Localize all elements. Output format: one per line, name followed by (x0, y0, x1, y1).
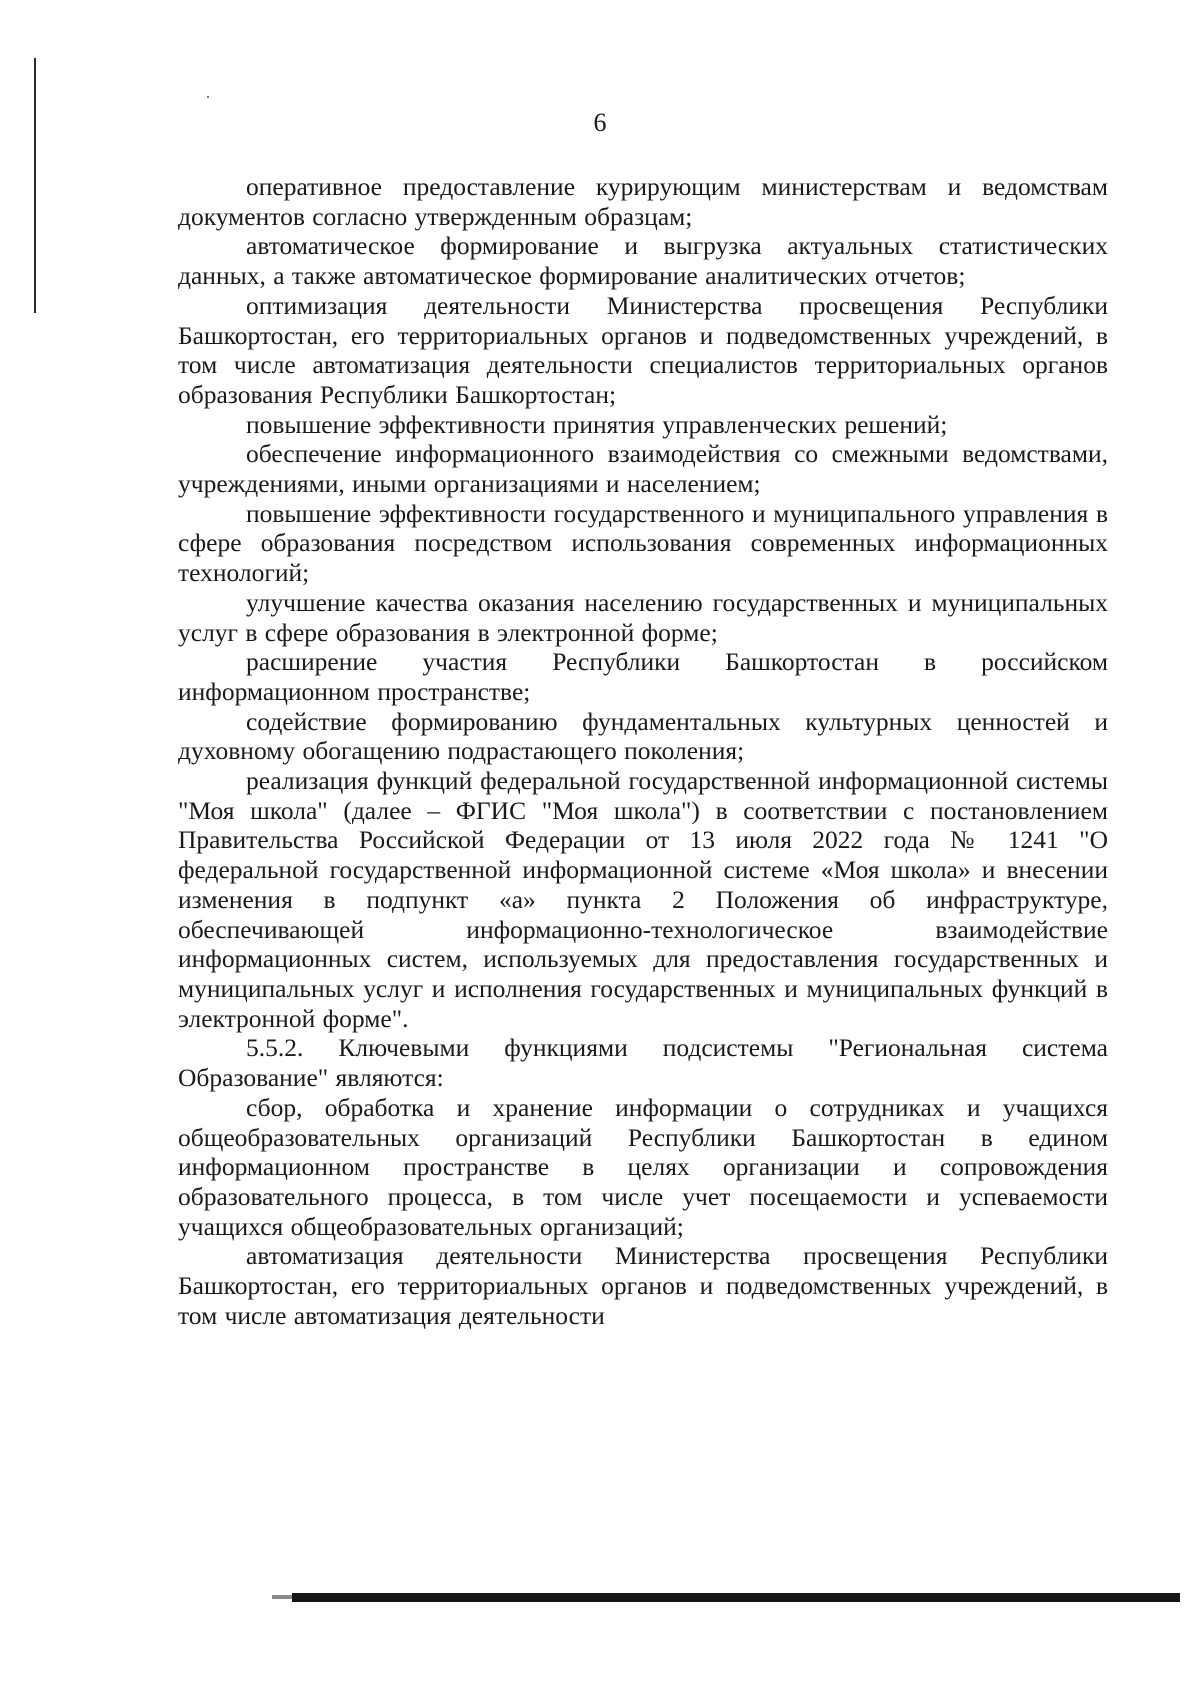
scan-bottom-edge (292, 1593, 1180, 1602)
paragraph: оптимизация деятельности Министерства просвещения Республики Башкортостан, его территориальных органов и подведомственных учреждений, в том числе автоматизация деятельности специалистов территориальных органов образования Республики Башкортостан; (178, 290, 1108, 409)
paragraph: автоматизация деятельности Министерства просвещения Республики Башкортостан, его территориальных органов и подведомственных учреждений, в том числе автоматизация деятельности (178, 1241, 1108, 1330)
scan-margin-mark (34, 58, 36, 313)
paragraph: расширение участия Республики Башкортостан в российском информационном пространстве; (178, 647, 1108, 706)
paragraph: сбор, обработка и хранение информации о сотрудниках и учащихся общеобразовательных организаций Республики Башкортостан в едином информационном пространстве в целях организации и сопровождения образовательного процесса, в том числе учет посещаемости и успеваемости учащихся общеобразовательных организаций; (178, 1092, 1108, 1241)
section-paragraph: 5.5.2. Ключевыми функциями подсистемы "Региональная система Образование" являются: (178, 1033, 1108, 1093)
paragraph: повышение эффективности принятия управленческих решений; (246, 409, 948, 439)
scan-dust-mark (207, 96, 209, 98)
paragraph: реализация функций федеральной государственной информационной системы "Моя школа" (далее – ФГИС "Моя школа") в соответствии с постановлением Правительства Российской Федерации от 13 июля 2022 года № 1241 "О федеральной государственной информационной системе «Моя школа» и внесении изменения в подпункт «а» пункта 2 Положения об инфраструктуре, обеспечивающей информационно-технологическое взаимодействие информационных систем, используемых для предоставления государственных и муниципальных услуг и исполнения государственных и муниципальных функций в электронной форме". (178, 766, 1108, 1033)
paragraph: улучшение качества оказания населению государственных и муниципальных услуг в сфере образования в электронной форме; (178, 587, 1108, 647)
paragraph: обеспечение информационного взаимодействия со смежными ведомствами, учреждениями, иными организациями и населением; (178, 439, 1108, 499)
paragraph: автоматическое формирование и выгрузка актуальных статистических данных, а также автоматическое формирование аналитических отчетов; (178, 231, 1108, 291)
paragraph: содействие формированию фундаментальных культурных ценностей и духовному обогащению подрастающего поколения; (178, 706, 1108, 766)
page-number: 6 (593, 108, 607, 137)
paragraph: повышение эффективности государственного и муниципального управления в сфере образования посредством использования современных информационных технологий; (178, 498, 1108, 588)
document-body (178, 172, 1108, 1330)
paragraph: оперативное предоставление курирующим министерствам и ведомствам документов согласно утвержденным образцам; (178, 172, 1108, 231)
